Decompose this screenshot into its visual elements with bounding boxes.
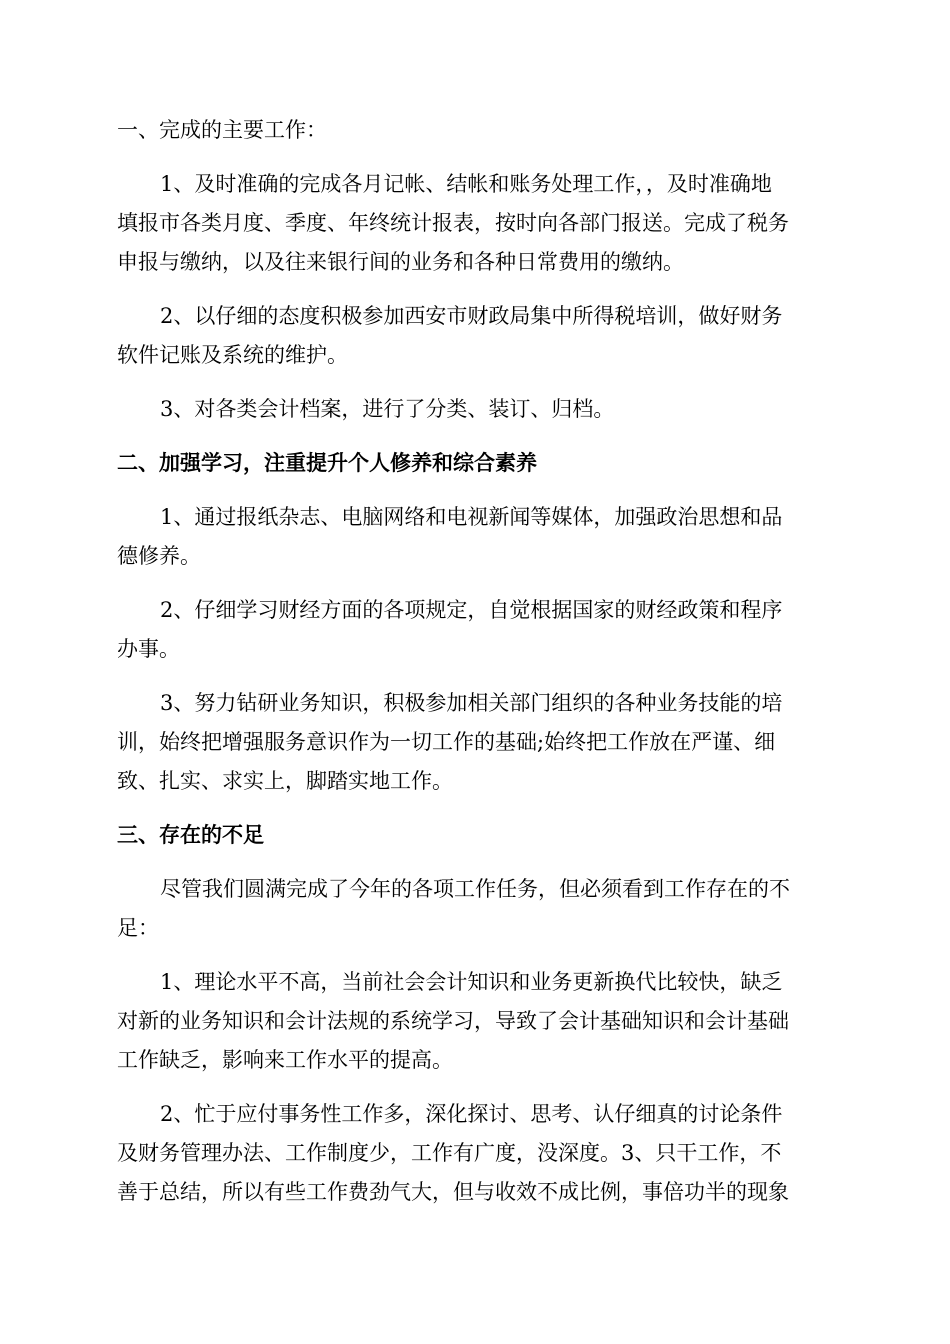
section-1-item-1-line-1: 1、及时准确的完成各月记帐、结帐和账务处理工作，，及时准确地: [160, 172, 772, 196]
section-2-item-2-line-1: 2、仔细学习财经方面的各项规定，自觉根据国家的财经政策和程序: [160, 598, 783, 622]
section-3-heading: 三、存在的不足: [117, 822, 264, 847]
section-2-heading: 二、加强学习，注重提升个人修养和综合素养: [117, 450, 537, 475]
section-3-item-2-line-1: 2、忙于应付事务性工作多，深化探讨、思考、认仔细真的讨论条件: [160, 1102, 783, 1126]
section-3-item-2-line-3: 善于总结，所以有些工作费劲气大，但与收效不成比例，事倍功半的现象: [117, 1180, 789, 1204]
section-1-item-3-line-1: 3、对各类会计档案，进行了分类、装订、归档。: [160, 397, 615, 421]
section-2-item-1-line-1: 1、通过报纸杂志、电脑网络和电视新闻等媒体，加强政治思想和品: [160, 505, 783, 529]
section-2-item-1-line-2: 德修养。: [117, 544, 201, 568]
section-2-item-3-line-2: 训，始终把增强服务意识作为一切工作的基础;始终把工作放在严谨、细: [117, 730, 776, 754]
section-1-heading: 一、完成的主要工作：: [117, 118, 327, 142]
section-3-item-1-line-2: 对新的业务知识和会计法规的系统学习，导致了会计基础知识和会计基础: [117, 1009, 789, 1033]
section-3-intro-line-2: 足：: [117, 916, 159, 940]
section-2-item-2-line-2: 办事。: [117, 637, 180, 661]
section-3-item-2-line-2: 及财务管理办法、工作制度少，工作有广度，没深度。3、只干工作，不: [117, 1141, 782, 1165]
section-3-item-1-line-3: 工作缺乏，影响来工作水平的提高。: [117, 1048, 453, 1072]
section-2-item-3-line-1: 3、努力钻研业务知识，积极参加相关部门组织的各种业务技能的培: [160, 691, 783, 715]
section-1-item-1-line-2: 填报市各类月度、季度、年终统计报表，按时向各部门报送。完成了税务: [117, 211, 789, 235]
section-1-item-2-line-1: 2、以仔细的态度积极参加西安市财政局集中所得税培训，做好财务: [160, 304, 783, 328]
section-1-item-1-line-3: 申报与缴纳，以及往来银行间的业务和各种日常费用的缴纳。: [117, 250, 684, 274]
section-3-item-1-line-1: 1、理论水平不高，当前社会会计知识和业务更新换代比较快，缺乏: [160, 970, 783, 994]
section-3-intro-line-1: 尽管我们圆满完成了今年的各项工作任务，但必须看到工作存在的不: [160, 877, 790, 901]
section-1-item-2-line-2: 软件记账及系统的维护。: [117, 343, 348, 367]
section-2-item-3-line-3: 致、扎实、求实上，脚踏实地工作。: [117, 769, 453, 793]
